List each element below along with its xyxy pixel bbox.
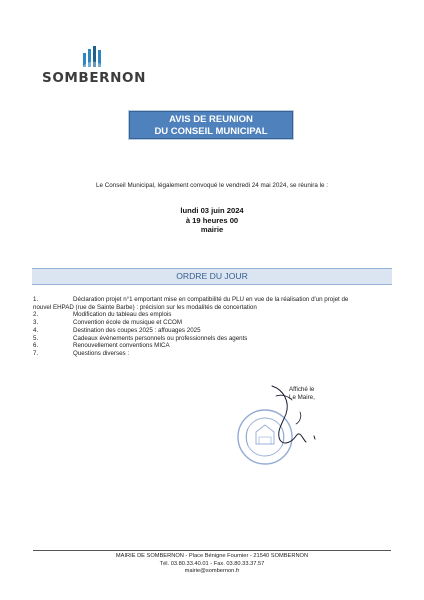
meeting-place: mairie <box>200 225 224 235</box>
agenda-item <box>33 342 393 350</box>
footer-phone: Tél. 03.80.33.40.01 - Fax. 03.80.33.37.57 <box>159 560 265 567</box>
agenda-item-text: Convention école de musique et CCOM <box>73 319 183 327</box>
convocation-intro: Le Conseil Municipal, légalement convoqué le vendredi 24 mai 2024, se réunira le : <box>95 182 329 189</box>
agenda-item-number: 6. <box>33 342 39 350</box>
notice-title-line1: AVIS DE REUNION <box>169 114 253 125</box>
posting-notice <box>289 386 315 402</box>
agenda-item-number: 7. <box>33 349 39 357</box>
posted-on-label: Affiché le <box>289 386 315 393</box>
agenda-item-number: 2. <box>33 311 39 319</box>
agenda-list <box>33 296 393 358</box>
agenda-item-text: Questions diverses : <box>73 349 130 357</box>
agenda-item-number: 1. <box>33 296 39 303</box>
agenda-item-number: 4. <box>33 326 39 334</box>
footer <box>0 553 424 576</box>
agenda-item-number: 5. <box>33 334 39 342</box>
agenda-item <box>33 319 393 327</box>
agenda-item <box>33 296 393 311</box>
agenda-item-continuation: nouvel EHPAD (rue de Sainte Barbe) : précision sur les modalités de concertation <box>33 303 257 311</box>
notice-title-line2: DU CONSEIL MUNICIPAL <box>154 126 268 137</box>
agenda-item-text: Déclaration projet n°1 emportant mise en compatibilité du PLU en vue de la réalisation d'un projet de <box>73 296 349 303</box>
agenda-item-text: Cadeaux évènements personnels ou professionnels des agents <box>73 334 248 342</box>
agenda-item-number: 3. <box>33 319 39 327</box>
meeting-time: à 19 heures 00 <box>185 215 239 225</box>
hill-village-icon <box>80 46 106 68</box>
meeting-date: lundi 03 juin 2024 <box>180 206 244 215</box>
mayor-label: Le Maire, <box>289 393 315 401</box>
agenda-item <box>33 327 393 335</box>
agenda-item <box>33 335 393 343</box>
notice-title-box <box>129 111 293 139</box>
agenda-item <box>33 311 393 319</box>
agenda-item <box>33 350 393 358</box>
agenda-heading: ORDRE DU JOUR <box>32 268 392 285</box>
agenda-item-text: Renouvellement conventions MICA <box>73 342 170 350</box>
agenda-item-text: Destination des coupes 2025 : affouages 2025 <box>73 326 201 334</box>
agenda-item-text: Modification du tableau des emplois <box>73 311 172 319</box>
footer-address: MAIRIE DE SOMBERNON - Place Bénigne Fournier - 21540 SOMBERNON <box>115 553 309 559</box>
logo-wordmark: SOMBERNON <box>42 70 147 86</box>
town-logo <box>42 46 146 90</box>
meeting-details <box>0 206 424 235</box>
footer-email: mairie@sombernon.fr <box>184 568 240 575</box>
footer-divider <box>33 550 391 551</box>
